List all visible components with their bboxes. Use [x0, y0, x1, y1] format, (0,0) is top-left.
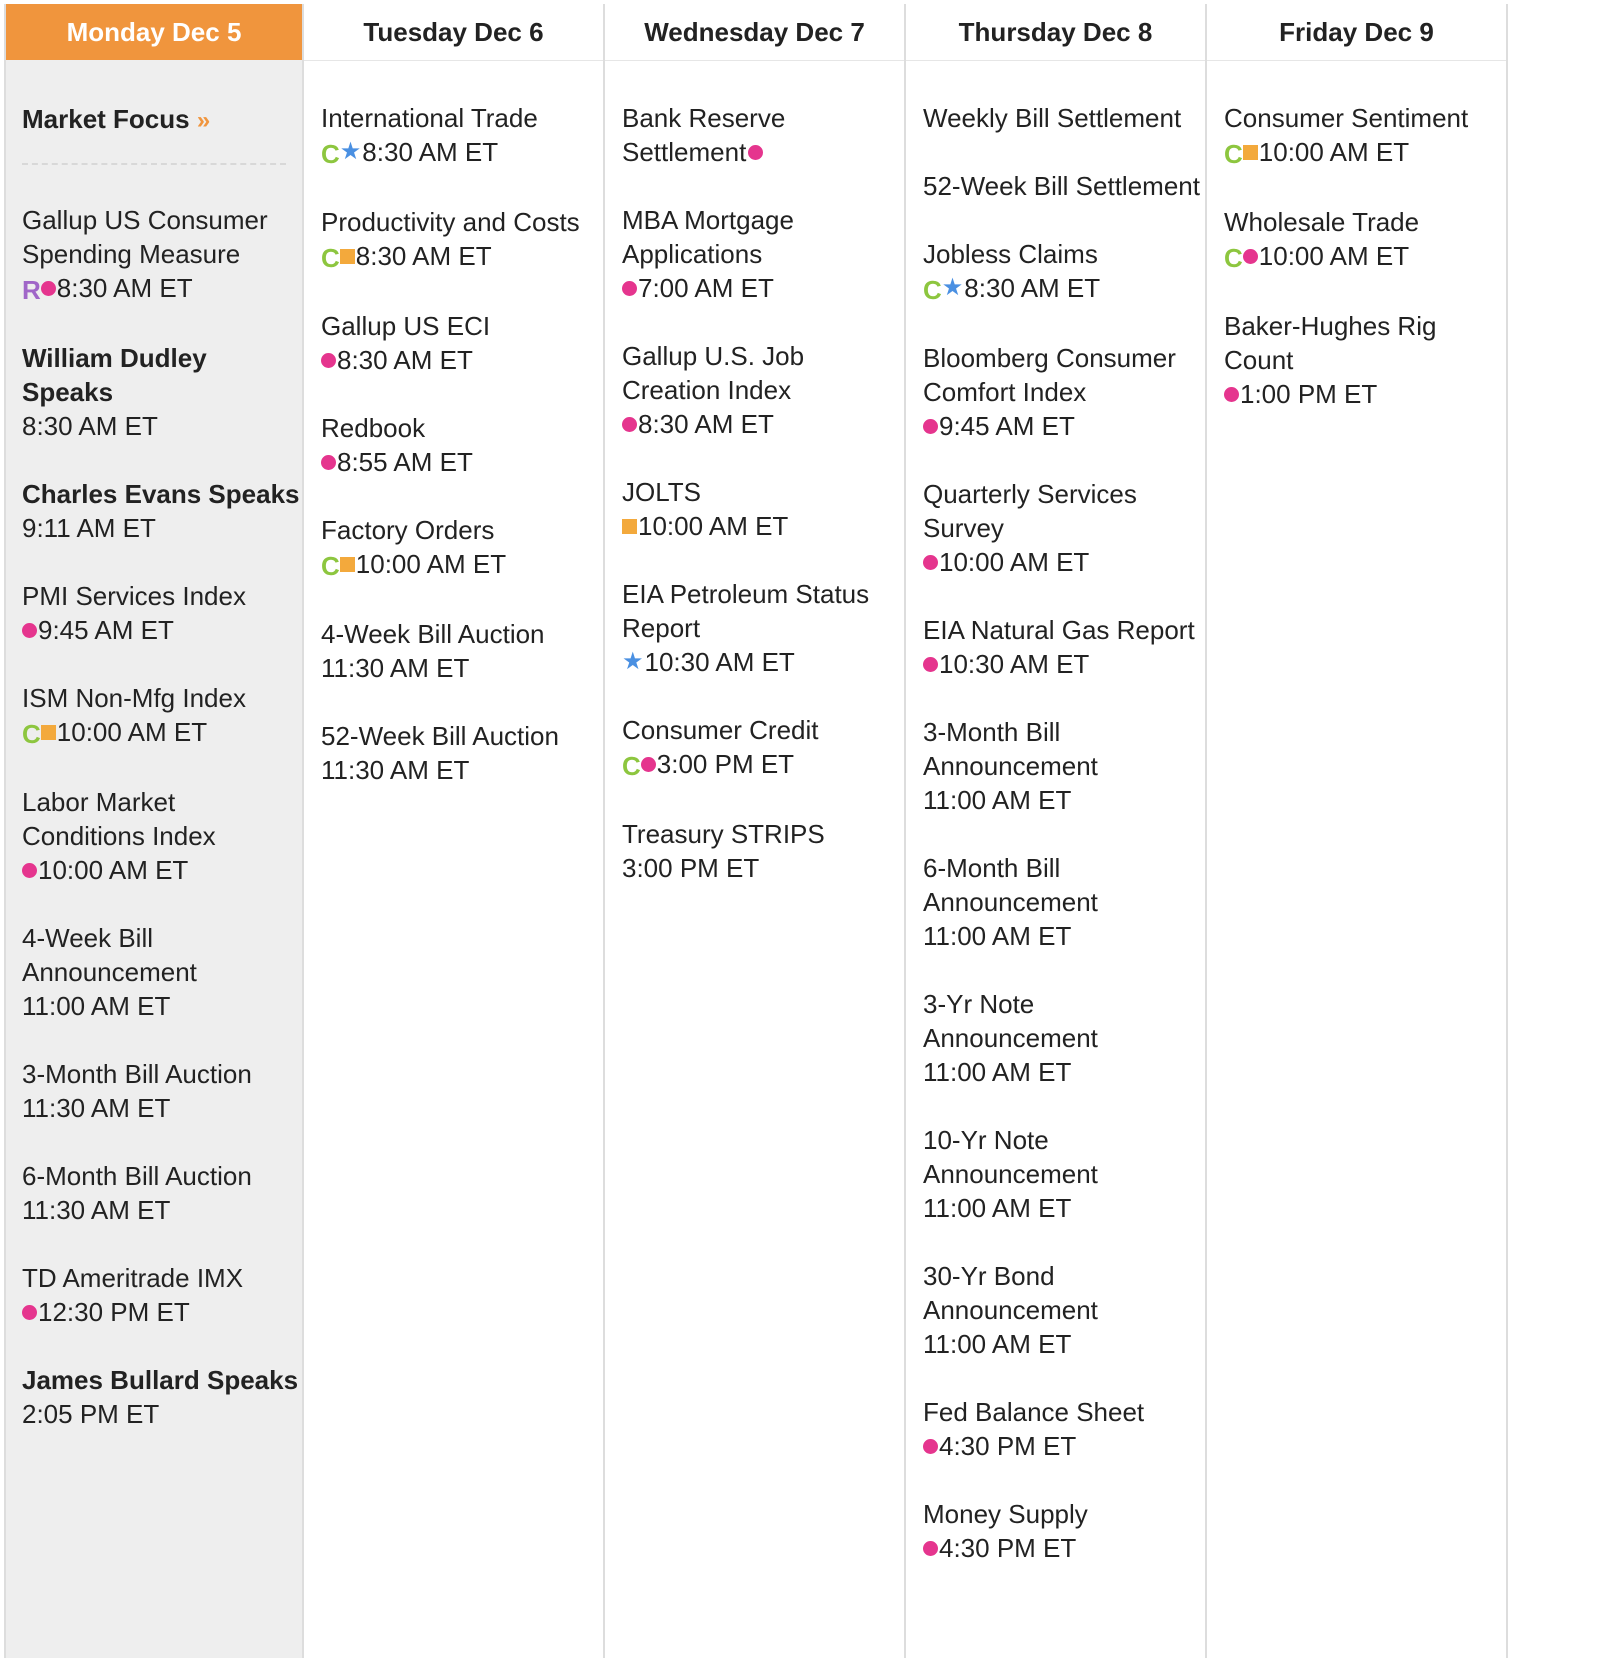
event-name-text: EIA Petroleum Status Report: [622, 579, 870, 643]
day-header[interactable]: Wednesday Dec 7: [605, 4, 904, 61]
event-time-text: 11:30 AM ET: [22, 1195, 171, 1226]
event-name[interactable]: [923, 1497, 1205, 1531]
event-time-text: 10:00 AM ET: [38, 855, 189, 886]
dot-icon: [22, 1305, 37, 1320]
event-name[interactable]: [622, 577, 904, 645]
day-events: [304, 61, 603, 787]
event-name[interactable]: [622, 817, 904, 851]
event-item[interactable]: [923, 101, 1205, 135]
event-time-text: 8:30 AM ET: [22, 411, 158, 442]
dot-icon: [22, 863, 37, 878]
dot-icon: [923, 419, 938, 434]
event-item[interactable]: [22, 203, 302, 307]
event-item[interactable]: [923, 1259, 1205, 1361]
event-time: [22, 989, 302, 1023]
event-time: [321, 239, 603, 275]
event-name[interactable]: [22, 579, 302, 613]
event-time: [923, 919, 1205, 953]
event-time: [622, 407, 904, 441]
event-item[interactable]: [622, 577, 904, 679]
star-icon: ★: [622, 648, 644, 676]
day-events: [906, 61, 1205, 1565]
event-item[interactable]: [1224, 309, 1506, 411]
event-item[interactable]: [22, 1261, 302, 1329]
event-time: [321, 343, 603, 377]
day-header[interactable]: Monday Dec 5: [6, 4, 302, 60]
event-time-text: 9:45 AM ET: [38, 615, 174, 646]
event-time: [22, 271, 302, 307]
event-name[interactable]: [22, 203, 302, 271]
event-time: [1224, 239, 1506, 275]
double-chevron-right-icon: »: [196, 107, 211, 134]
consensus-c-icon: C: [1224, 243, 1243, 274]
day-events: [6, 60, 302, 1431]
consensus-c-icon: C: [321, 139, 340, 170]
event-name-text: 3-Yr Note Announcement: [923, 989, 1098, 1054]
event-item[interactable]: [923, 1123, 1205, 1225]
event-time-text: 8:55 AM ET: [337, 447, 473, 478]
event-time-text: 2:05 PM ET: [22, 1399, 160, 1430]
event-name[interactable]: [1224, 205, 1506, 239]
event-time-text: 11:00 AM ET: [923, 785, 1072, 816]
event-time-text: 8:30 AM ET: [56, 273, 193, 303]
dot-icon: [622, 417, 637, 432]
dot-icon: [41, 281, 56, 296]
event-time: [923, 1327, 1205, 1361]
event-name[interactable]: [923, 715, 1205, 783]
event-name[interactable]: [321, 513, 603, 547]
event-item[interactable]: [923, 1395, 1205, 1463]
consensus-c-icon: C: [22, 719, 41, 750]
event-name-text: MBA Mortgage Applications: [622, 205, 794, 269]
event-name-text: Redbook: [321, 413, 426, 444]
consensus-c-icon: C: [1224, 139, 1243, 170]
event-name[interactable]: [321, 309, 603, 343]
day-column: [1207, 4, 1508, 1658]
event-time: [923, 1531, 1205, 1565]
square-icon: [340, 557, 355, 572]
event-item[interactable]: [923, 987, 1205, 1089]
event-name-text: Jobless Claims: [923, 239, 1098, 269]
event-time: [321, 445, 603, 479]
event-time: [622, 747, 904, 783]
event-time-text: 4:30 PM ET: [939, 1431, 1077, 1462]
event-name-text: Charles Evans Speaks: [22, 479, 300, 510]
event-name[interactable]: [622, 339, 904, 407]
event-time: [923, 409, 1205, 443]
event-time: [22, 511, 302, 545]
event-name-text: James Bullard Speaks: [22, 1365, 299, 1396]
event-name-text: 3-Month Bill Auction: [22, 1059, 252, 1090]
event-item[interactable]: [321, 205, 603, 275]
square-icon: [340, 249, 355, 264]
event-time-text: 10:00 AM ET: [638, 511, 789, 541]
day-header[interactable]: Tuesday Dec 6: [304, 4, 603, 61]
event-time-text: 8:30 AM ET: [337, 345, 473, 376]
event-item[interactable]: [923, 613, 1205, 681]
event-name-text: Baker-Hughes Rig Count: [1224, 311, 1437, 376]
event-name-text: 52-Week Bill Settlement: [923, 171, 1200, 201]
event-item[interactable]: [22, 921, 302, 1023]
event-time-text: 11:00 AM ET: [923, 921, 1072, 952]
event-time-text: 10:00 AM ET: [939, 547, 1090, 578]
event-time-text: 11:00 AM ET: [923, 1329, 1072, 1360]
market-focus-link[interactable]: [22, 100, 286, 165]
event-item[interactable]: [22, 1363, 302, 1431]
event-item[interactable]: [622, 203, 904, 305]
event-time-text: 10:30 AM ET: [939, 649, 1090, 680]
event-time-text: 10:00 AM ET: [1258, 137, 1410, 167]
event-name[interactable]: [923, 169, 1205, 203]
dot-icon: [22, 623, 37, 638]
event-time-text: 12:30 PM ET: [38, 1297, 190, 1328]
day-header[interactable]: Friday Dec 9: [1207, 4, 1506, 61]
event-name-text: 6-Month Bill Auction: [22, 1161, 252, 1192]
consensus-c-icon: C: [923, 275, 942, 306]
event-time-text: 10:00 AM ET: [56, 717, 208, 748]
event-item[interactable]: [923, 1497, 1205, 1565]
event-item[interactable]: [622, 101, 904, 169]
event-name[interactable]: [22, 681, 302, 715]
event-name-text: TD Ameritrade IMX: [22, 1263, 244, 1294]
event-time-text: 11:00 AM ET: [22, 991, 171, 1022]
event-name[interactable]: [923, 477, 1205, 545]
event-name-text: Treasury STRIPS: [622, 819, 825, 850]
event-name-text: Fed Balance Sheet: [923, 1397, 1145, 1428]
revision-r-icon: R: [22, 275, 41, 306]
dot-icon: [923, 657, 938, 672]
event-time: [622, 509, 904, 543]
event-name[interactable]: [22, 1159, 302, 1193]
day-events: [605, 61, 904, 885]
event-name-text: JOLTS: [622, 477, 701, 507]
event-name-text: Quarterly Services Survey: [923, 479, 1137, 544]
event-name[interactable]: [923, 1395, 1205, 1429]
event-time: [1224, 377, 1506, 411]
event-time: [923, 545, 1205, 579]
event-name-text: PMI Services Index: [22, 581, 246, 612]
event-time: [923, 647, 1205, 681]
dot-icon: [923, 1439, 938, 1454]
event-time: [321, 135, 603, 171]
event-name[interactable]: [923, 987, 1205, 1055]
event-time: [923, 1191, 1205, 1225]
event-item[interactable]: [923, 169, 1205, 203]
consensus-c-icon: C: [321, 551, 340, 582]
event-time-text: 11:00 AM ET: [923, 1057, 1072, 1088]
market-focus-label: Market Focus: [22, 104, 190, 134]
event-name[interactable]: [321, 617, 603, 651]
event-name[interactable]: [622, 713, 904, 747]
event-time-text: 10:00 AM ET: [1258, 241, 1410, 272]
day-events: [1207, 61, 1506, 411]
event-time: [22, 409, 302, 443]
event-item[interactable]: [622, 713, 904, 783]
event-name[interactable]: [321, 205, 603, 239]
event-name[interactable]: [22, 1261, 302, 1295]
event-item[interactable]: [923, 477, 1205, 579]
dot-icon: [622, 281, 637, 296]
event-time: [22, 1193, 302, 1227]
day-column: [605, 4, 906, 1658]
event-item[interactable]: [321, 411, 603, 479]
dot-icon: [321, 353, 336, 368]
event-time-text: 7:00 AM ET: [638, 273, 774, 303]
event-name-text: William Dudley Speaks: [22, 343, 207, 408]
event-time: [622, 271, 904, 305]
event-time: [622, 851, 904, 885]
event-item[interactable]: [923, 715, 1205, 817]
event-time-text: 8:30 AM ET: [355, 241, 492, 272]
event-time: [22, 1397, 302, 1431]
event-time: [923, 1429, 1205, 1463]
event-item[interactable]: [622, 475, 904, 543]
dot-icon: [923, 555, 938, 570]
event-time-text: 9:11 AM ET: [22, 513, 156, 544]
event-name-text: Labor Market Conditions Index: [22, 787, 216, 852]
event-name[interactable]: [923, 1259, 1205, 1327]
event-name[interactable]: [923, 1123, 1205, 1191]
event-name-text: Wholesale Trade: [1224, 207, 1420, 238]
dot-icon: [641, 757, 656, 772]
event-name[interactable]: [923, 237, 1205, 271]
event-name-text: Factory Orders: [321, 515, 495, 546]
event-time: [22, 1091, 302, 1125]
event-name-text: Consumer Sentiment: [1224, 103, 1469, 133]
event-item[interactable]: [22, 579, 302, 647]
day-column: [304, 4, 605, 1658]
event-name-text: EIA Natural Gas Report: [923, 615, 1195, 646]
event-name-text: 4-Week Bill Auction: [321, 619, 545, 650]
event-item[interactable]: [321, 309, 603, 377]
event-item[interactable]: [1224, 205, 1506, 275]
event-time: [622, 645, 904, 679]
day-column: [4, 4, 304, 1658]
event-time-text: 11:30 AM ET: [321, 755, 470, 786]
event-time-text: 4:30 PM ET: [939, 1533, 1077, 1564]
event-name-text: 3-Month Bill Announcement: [923, 717, 1098, 782]
event-item[interactable]: [321, 513, 603, 583]
event-name[interactable]: [923, 101, 1205, 135]
event-time-text: 11:30 AM ET: [321, 653, 470, 684]
event-name-text: Bank Reserve Settlement: [622, 103, 786, 167]
event-name-text: 10-Yr Note Announcement: [923, 1125, 1098, 1190]
event-time-text: 9:45 AM ET: [939, 411, 1075, 442]
event-name[interactable]: [1224, 309, 1506, 377]
event-item[interactable]: [22, 1159, 302, 1227]
event-item[interactable]: [22, 1057, 302, 1125]
event-time-text: 11:00 AM ET: [923, 1193, 1072, 1224]
event-time-text: 10:30 AM ET: [644, 647, 795, 677]
event-item[interactable]: [1224, 101, 1506, 171]
event-time: [321, 753, 603, 787]
event-name-text: 4-Week Bill Announcement: [22, 923, 197, 988]
event-time: [22, 715, 302, 751]
event-name-text: Gallup U.S. Job Creation Index: [622, 341, 805, 405]
dot-icon: [321, 455, 336, 470]
event-name[interactable]: [22, 341, 302, 409]
event-name[interactable]: [22, 477, 302, 511]
event-time: [321, 651, 603, 685]
event-name[interactable]: [622, 101, 904, 169]
dot-icon: [923, 1541, 938, 1556]
event-time: [1224, 135, 1506, 171]
event-time: [22, 613, 302, 647]
event-time: [923, 271, 1205, 307]
event-item[interactable]: [22, 477, 302, 545]
event-item[interactable]: [923, 341, 1205, 443]
dot-icon: [1224, 387, 1239, 402]
week-calendar: [4, 4, 1603, 1658]
event-time: [923, 783, 1205, 817]
event-name-text: Gallup US ECI: [321, 311, 491, 342]
event-time-text: 3:00 PM ET: [656, 749, 795, 780]
square-icon: [41, 725, 56, 740]
event-item[interactable]: [622, 339, 904, 441]
event-name-text: 6-Month Bill Announcement: [923, 853, 1098, 918]
event-name-text: Consumer Credit: [622, 715, 819, 746]
event-time-text: 1:00 PM ET: [1240, 379, 1378, 410]
event-time: [321, 547, 603, 583]
event-name[interactable]: [321, 719, 603, 753]
event-time-text: 3:00 PM ET: [622, 853, 760, 884]
event-name-text: 52-Week Bill Auction: [321, 721, 559, 752]
event-name-text: Money Supply: [923, 1499, 1088, 1530]
star-icon: ★: [339, 138, 362, 166]
square-icon: [1243, 145, 1258, 160]
event-name[interactable]: [22, 1363, 302, 1397]
event-name-text: ISM Non-Mfg Index: [22, 683, 246, 714]
event-name[interactable]: [923, 613, 1205, 647]
event-time: [22, 1295, 302, 1329]
dot-icon: [1243, 249, 1258, 264]
consensus-c-icon: C: [321, 243, 340, 274]
star-icon: ★: [941, 274, 964, 302]
event-time: [923, 1055, 1205, 1089]
event-item[interactable]: [321, 719, 603, 787]
consensus-c-icon: C: [622, 751, 641, 782]
event-name[interactable]: [321, 101, 603, 135]
day-header[interactable]: Thursday Dec 8: [906, 4, 1205, 61]
event-name[interactable]: [22, 921, 302, 989]
event-name-text: Productivity and Costs: [321, 207, 580, 238]
event-name[interactable]: [22, 785, 302, 853]
event-time-text: 10:00 AM ET: [355, 549, 507, 580]
event-item[interactable]: [22, 785, 302, 887]
event-item[interactable]: [22, 341, 302, 443]
event-item[interactable]: [622, 817, 904, 885]
event-name[interactable]: [622, 203, 904, 271]
event-time: [22, 853, 302, 887]
dot-icon: [748, 145, 763, 160]
event-item[interactable]: [923, 237, 1205, 307]
event-name-text: Gallup US Consumer Spending Measure: [22, 205, 268, 269]
event-item[interactable]: [923, 851, 1205, 953]
event-name[interactable]: [321, 411, 603, 445]
day-column: [906, 4, 1207, 1658]
event-name-text: Bloomberg Consumer Comfort Index: [923, 343, 1176, 408]
event-time-text: 8:30 AM ET: [638, 409, 774, 439]
event-name[interactable]: [1224, 101, 1506, 135]
event-time-text: 8:30 AM ET: [362, 137, 499, 167]
event-time-text: 11:30 AM ET: [22, 1093, 171, 1124]
event-item[interactable]: [22, 681, 302, 751]
event-name[interactable]: [622, 475, 904, 509]
event-item[interactable]: [321, 101, 603, 171]
event-name-text: 30-Yr Bond Announcement: [923, 1261, 1098, 1326]
event-item[interactable]: [321, 617, 603, 685]
event-name[interactable]: [22, 1057, 302, 1091]
event-name-text: International Trade: [321, 103, 538, 133]
event-name[interactable]: [923, 341, 1205, 409]
square-icon: [622, 519, 637, 534]
event-name-text: Weekly Bill Settlement: [923, 103, 1182, 133]
event-time-text: 8:30 AM ET: [964, 273, 1101, 303]
event-name[interactable]: [923, 851, 1205, 919]
